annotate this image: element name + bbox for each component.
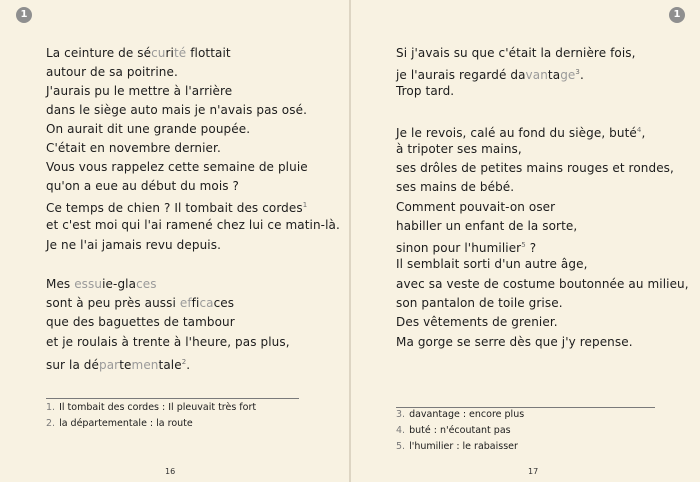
- text-line: [396, 179, 514, 195]
- syllable-highlight: essu: [74, 277, 103, 291]
- footnote: [396, 409, 524, 421]
- text-line: [396, 256, 588, 272]
- text-segment: C'était en novembre dernier.: [46, 141, 221, 155]
- footnote-ref: 2: [181, 358, 187, 366]
- text-segment: habiller un enfant de la sorte,: [396, 219, 578, 233]
- text-segment: ces: [213, 296, 235, 310]
- text-segment: avec sa veste de costume boutonnée au milieu,: [396, 277, 689, 291]
- text-line: [396, 276, 689, 292]
- text-line: [396, 141, 522, 157]
- chapter-badge: 1: [16, 7, 32, 23]
- page-number: 17: [528, 467, 539, 476]
- text-segment: que des baguettes de tambour: [46, 315, 235, 329]
- text-line: [396, 160, 674, 176]
- syllable-highlight: cu: [151, 46, 166, 60]
- text-segment: je l'aurais regardé da: [396, 68, 526, 82]
- text-segment: ses drôles de petites mains rouges et rondes,: [396, 161, 674, 175]
- footnote: [46, 402, 256, 414]
- text-line: [396, 45, 636, 61]
- text-segment: Je le revois, calé au fond du siège, buté: [396, 126, 637, 140]
- footnote-ref: 3: [575, 68, 580, 76]
- text-segment: Ce temps de chien ? Il tombait des cordes: [46, 201, 303, 215]
- text-line: [46, 159, 308, 175]
- syllable-highlight: ces: [136, 277, 157, 291]
- text-segment: et je roulais à trente à l'heure, pas plus,: [46, 335, 290, 349]
- text-line: [46, 64, 178, 80]
- syllable-highlight: men: [131, 358, 159, 372]
- text-line: [46, 140, 221, 156]
- footnote-rule: [46, 398, 299, 399]
- text-line: [46, 314, 235, 330]
- footnote-text: la départementale : la route: [59, 418, 193, 429]
- footnote-number: 5.: [396, 441, 406, 452]
- text-line: [396, 334, 633, 350]
- text-line: [46, 178, 239, 194]
- text-line: [46, 334, 290, 350]
- text-segment: tale: [158, 358, 182, 372]
- text-line: [396, 295, 563, 311]
- text-line: [46, 295, 234, 311]
- text-segment: sont à peu près aussi: [46, 296, 180, 310]
- text-segment: ri: [165, 46, 174, 60]
- syllable-highlight: van: [525, 68, 548, 82]
- text-segment: ses mains de bébé.: [396, 180, 515, 194]
- text-line: [46, 217, 340, 233]
- footnote-ref: 1: [302, 201, 308, 209]
- text-line: [46, 197, 307, 216]
- text-line: [46, 83, 232, 99]
- footnote-ref: 4: [636, 126, 642, 134]
- text-segment: Je ne l'ai jamais revu depuis.: [46, 238, 222, 252]
- footnote-number: 1.: [46, 402, 56, 413]
- text-line: [46, 276, 157, 292]
- text-segment: à tripoter ses mains,: [396, 142, 522, 156]
- text-line: [396, 237, 536, 256]
- syllable-highlight: té: [173, 46, 187, 60]
- footnote-text: davantage : encore plus: [409, 409, 525, 420]
- text-segment: Vous vous rappelez cette semaine de pluie: [46, 160, 308, 174]
- text-segment: Mes: [46, 277, 75, 291]
- text-segment: et c'est moi qui l'ai ramené chez lui ce matin-là.: [46, 218, 340, 232]
- text-segment: sinon pour l'humilier: [396, 241, 522, 255]
- syllable-highlight: par: [99, 358, 120, 372]
- text-line: [396, 83, 454, 99]
- text-line: [396, 199, 555, 215]
- text-segment: J'aurais pu le mettre à l'arrière: [46, 84, 233, 98]
- text-line: [46, 45, 231, 61]
- text-line: [46, 121, 250, 137]
- text-segment: Des vêtements de grenier.: [396, 315, 558, 329]
- footnote-rule: [396, 407, 655, 408]
- syllable-highlight: ef: [179, 296, 192, 310]
- left-page: [0, 0, 349, 482]
- text-segment: son pantalon de toile grise.: [396, 296, 563, 310]
- text-segment: ,: [641, 126, 646, 140]
- chapter-badge: 1: [669, 7, 685, 23]
- footnote: [396, 425, 511, 437]
- text-segment: Trop tard.: [396, 84, 455, 98]
- page-number: 16: [165, 467, 176, 476]
- text-segment: autour de sa poitrine.: [46, 65, 178, 79]
- text-segment: qu'on a eue au début du mois ?: [46, 179, 239, 193]
- footnote-text: l'humilier : le rabaisser: [409, 441, 518, 452]
- footnote-number: 4.: [396, 425, 406, 436]
- text-segment: Ma gorge se serre dès que j'y repense.: [396, 335, 633, 349]
- footnote-text: Il tombait des cordes : Il pleuvait très fort: [59, 402, 257, 413]
- text-segment: dans le siège auto mais je n'avais pas osé.: [46, 103, 307, 117]
- footnote-text: buté : n'écoutant pas: [409, 425, 511, 436]
- text-line: [46, 237, 221, 253]
- syllable-highlight: ge: [560, 68, 576, 82]
- text-segment: ta: [547, 68, 561, 82]
- text-line: [396, 122, 645, 141]
- text-segment: fi: [191, 296, 200, 310]
- text-segment: .: [186, 358, 191, 372]
- text-segment: On aurait dit une grande poupée.: [46, 122, 251, 136]
- text-line: [396, 64, 584, 83]
- text-segment: flottait: [186, 46, 231, 60]
- text-segment: Comment pouvait-on oser: [396, 200, 556, 214]
- syllable-highlight: ca: [199, 296, 214, 310]
- text-segment: te: [119, 358, 132, 372]
- footnote-ref: 5: [521, 241, 526, 249]
- text-segment: Si j'avais su que c'était la dernière fois,: [396, 46, 636, 60]
- right-page: [351, 0, 700, 482]
- text-segment: Il semblait sorti d'un autre âge,: [396, 257, 588, 271]
- text-segment: sur la dé: [46, 358, 100, 372]
- text-line: [396, 218, 577, 234]
- text-line: [46, 102, 307, 118]
- footnote: [396, 441, 518, 453]
- text-line: [396, 314, 558, 330]
- footnote-number: 3.: [396, 409, 406, 420]
- footnote: [46, 418, 193, 430]
- text-segment: La ceinture de sé: [46, 46, 152, 60]
- text-segment: ?: [525, 241, 537, 255]
- text-segment: ie-gla: [102, 277, 137, 291]
- text-line: [46, 354, 190, 373]
- text-segment: .: [579, 68, 584, 82]
- footnote-number: 2.: [46, 418, 56, 429]
